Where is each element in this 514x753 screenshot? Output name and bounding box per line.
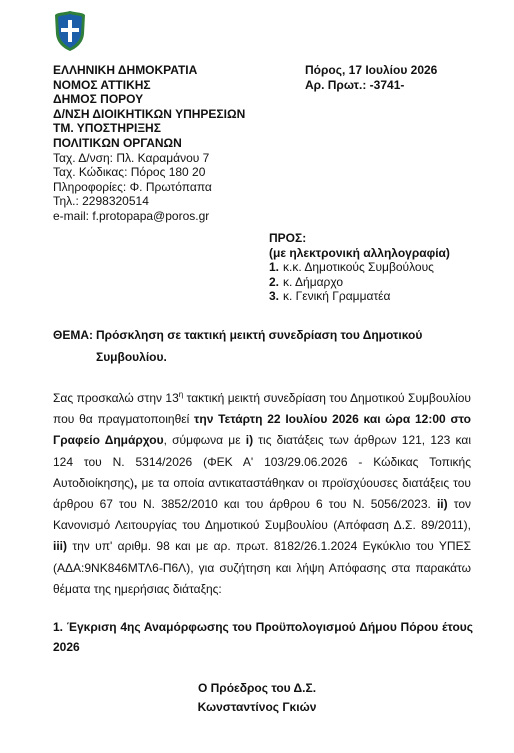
body-text: Σας προσκαλώ στην 13	[53, 391, 179, 405]
subject-line: Πρόσκληση σε τακτική μεικτή συνεδρίαση του Δημοτικού	[96, 328, 423, 342]
ordinal-superscript: η	[178, 390, 184, 399]
recipient-text: κ. Γενική Γραμματέα	[283, 289, 391, 304]
body-text: τακτική μεικτή συνεδρίαση του Δημοτικού Συμβουλίου που θα πραγματοποιηθεί	[53, 391, 471, 427]
agenda-item: 1. Έγκριση 4ης Αναμόρφωσης του Προϋπολογισμού Δήμου Πόρου έτους 2026	[53, 620, 473, 654]
postal-code-line: Ταχ. Κώδικας: Πόρος 180 20	[53, 165, 206, 180]
recipient-item	[269, 275, 450, 290]
recipients-block	[269, 231, 450, 304]
body-text: με τα οποία αντικαταστάθηκαν οι προϊσχύουσες διατάξεις του άρθρου 67 του Ν. 3852/2010 και του άρθρου 6 του Ν. 5056/2023.	[53, 475, 471, 512]
body-text: , σύμφωνα με	[163, 433, 246, 448]
place-date: Πόρος, 17 Ιουλίου 2026	[305, 63, 438, 77]
recipient-number: 3.	[269, 289, 280, 304]
body-text: τις διατάξεις των άρθρων 121, 123 και 124 του Ν. 5314/2026 (ΦΕΚ Α' 103/29.06.2026 - Κώδικας Τοπικής Αυτοδιοίκησης)	[53, 433, 471, 490]
header-line: ΔΗΜΟΣ ΠΟΡΟΥ	[53, 92, 144, 107]
address-line: Ταχ. Δ/νση: Πλ. Καραμάνου 7	[53, 150, 210, 165]
greek-emblem-icon	[53, 10, 87, 52]
email-line: e-mail: f.protopapa@poros.gr	[53, 208, 210, 223]
sender-header	[53, 63, 283, 224]
phone-line: Τηλ.: 2298320514	[53, 194, 149, 209]
recipients-title: ΠΡΟΣ:	[269, 231, 307, 245]
body-paragraph	[53, 388, 471, 600]
header-line: ΕΛΛΗΝΙΚΗ ΔΗΜΟΚΡΑΤΙΑ	[53, 63, 198, 77]
info-line: Πληροφορίες: Φ. Πρωτόπαπα	[53, 179, 212, 194]
header-line: ΤΜ. ΥΠΟΣΤΗΡΙΞΗΣ	[53, 121, 161, 136]
recipients-note: (με ηλεκτρονική αλληλογραφία)	[269, 245, 450, 260]
subject-label: ΘΕΜΑ:	[53, 328, 93, 342]
meeting-datetime: την Τετάρτη 22 Ιουλίου 2026 και ώρα 12:00 στο Γραφείο Δημάρχου	[53, 412, 471, 448]
subject-block	[53, 324, 473, 368]
subject-line: Συμβουλίου.	[96, 350, 167, 364]
recipient-text: κ.κ. Δημοτικούς Συμβούλους	[283, 260, 434, 275]
protocol-number: Αρ. Πρωτ.: -3741-	[305, 77, 405, 92]
header-line: ΠΟΛΙΤΙΚΩΝ ΟΡΓΑΝΩΝ	[53, 135, 182, 150]
header-line: Δ/ΝΣΗ ΔΙΟΙΚΗΤΙΚΩΝ ΥΠΗΡΕΣΙΩΝ	[53, 106, 246, 121]
recipient-text: κ. Δήμαρχο	[283, 274, 344, 289]
signature-title: Ο Πρόεδρος του Δ.Σ.	[197, 681, 317, 695]
signature-name: Κωνσταντίνος Γκιών	[197, 700, 317, 714]
recipient-item	[269, 260, 450, 275]
date-protocol-block	[305, 63, 437, 92]
clause-marker: ii)	[436, 497, 448, 512]
recipient-number: 2.	[269, 274, 280, 289]
recipient-number: 1.	[269, 260, 280, 275]
clause-marker: iii)	[53, 539, 67, 554]
clause-marker: i)	[245, 433, 254, 448]
header-line: ΝΟΜΟΣ ΑΤΤΙΚΗΣ	[53, 77, 151, 92]
recipient-item	[269, 289, 450, 304]
body-text: ,	[134, 475, 138, 490]
body-text: τον Κανονισμό Λειτουργίας του Δημοτικού Συμβουλίου (Απόφαση Δ.Σ. 89/2011),	[53, 497, 471, 533]
body-text: την υπ' αριθμ. 98 και με αρ. πρωτ. 8182/26.1.2024 Εγκύκλιο του ΥΠΕΣ (ΑΔΑ:9ΝΚ846ΜΤΛ6-Π6Λ), για συζήτηση και λήψη Απόφασης στα παρακάτω θέματα της ημερήσιας διάταξης:	[53, 539, 471, 596]
